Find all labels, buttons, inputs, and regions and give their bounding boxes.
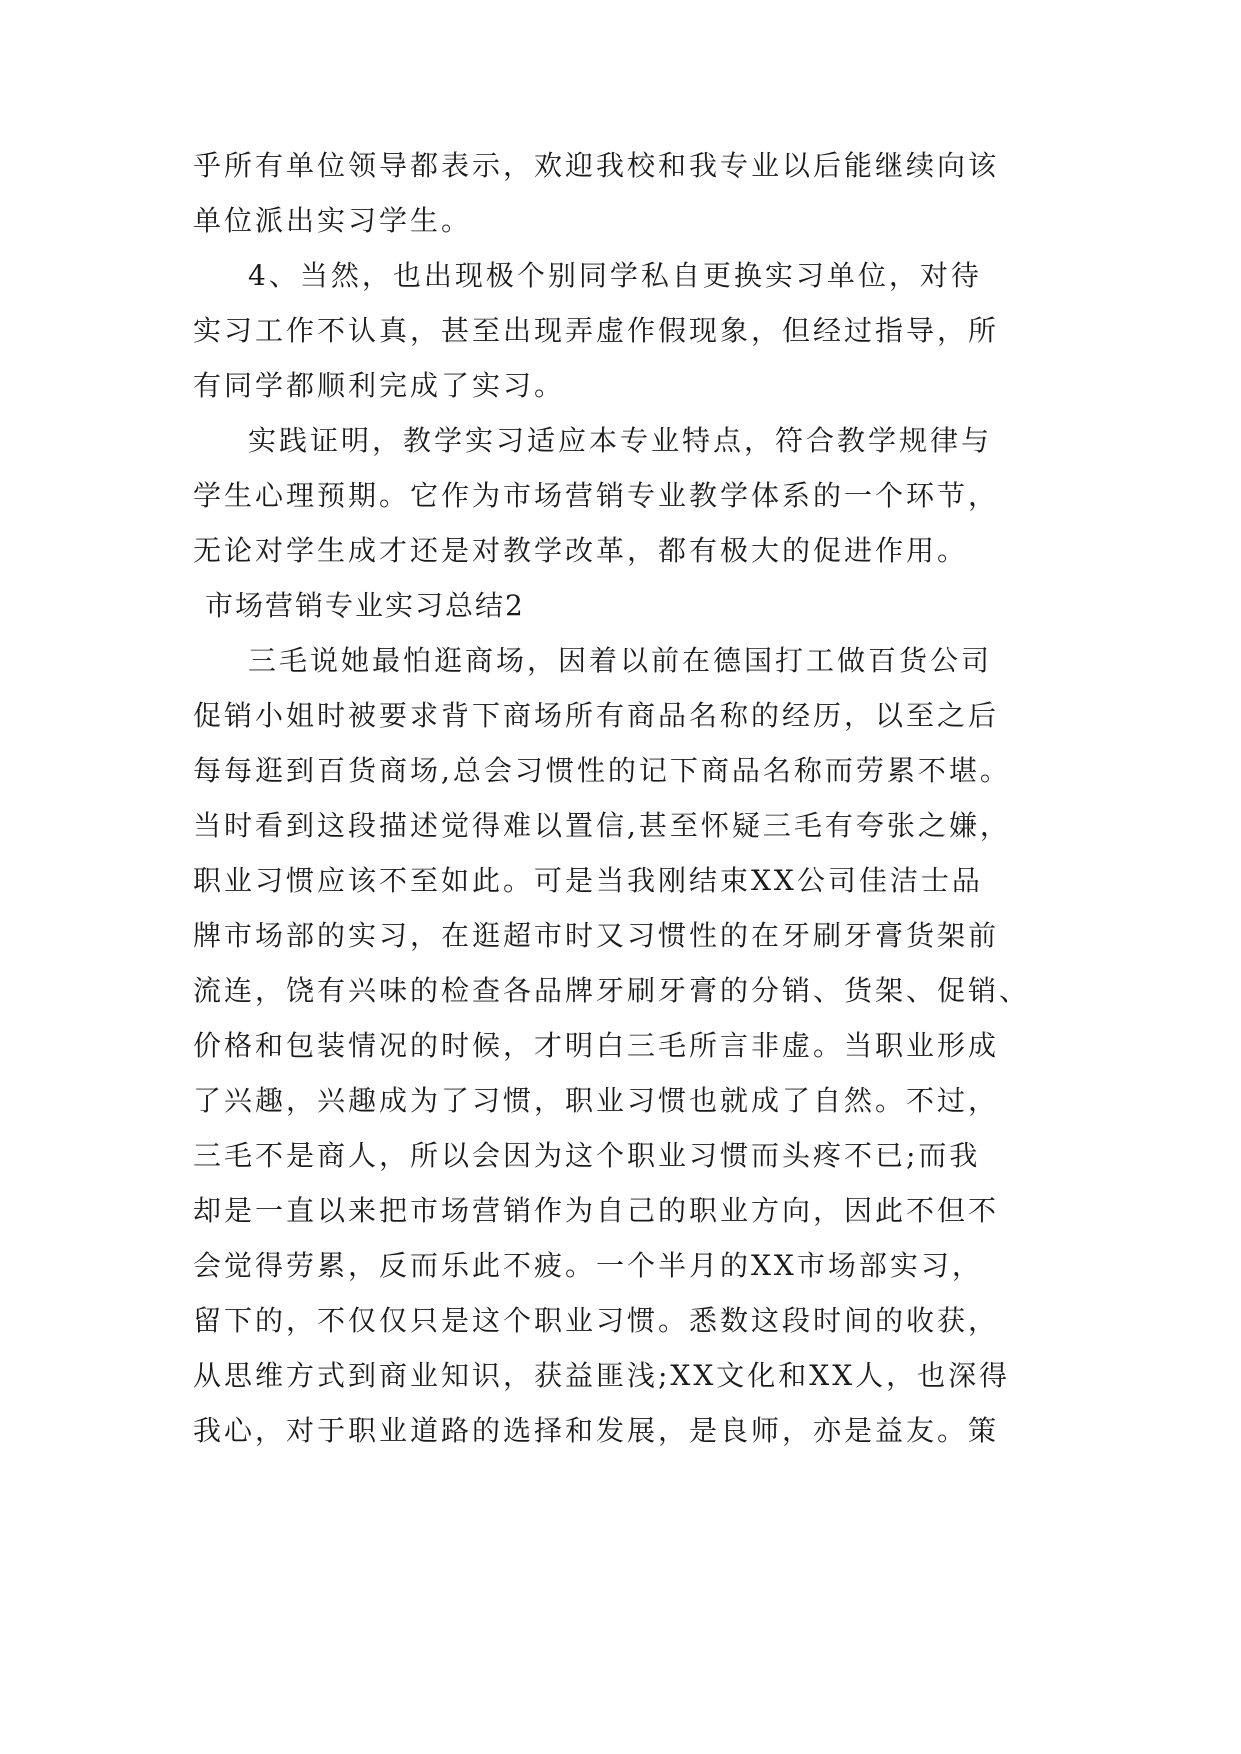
paragraph-line: 促销小姐时被要求背下商场所有商品名称的经历，以至之后 (193, 699, 1000, 732)
paragraph-line: 4、当然，也出现极个别同学私自更换实习单位，对待 (248, 259, 982, 292)
paragraph-line: 当时看到这段描述觉得难以置信,甚至怀疑三毛有夸张之嫌， (193, 809, 1011, 842)
paragraph-line: 从思维方式到商业知识，获益匪浅;XX文化和XX人，也深得 (193, 1359, 1011, 1392)
paragraph-line: 价格和包装情况的时候，才明白三毛所言非虚。当职业形成 (193, 1029, 1000, 1062)
paragraph-line: 三毛不是商人，所以会因为这个职业习惯而头疼不已;而我 (193, 1139, 981, 1172)
section-heading: 市场营销专业实习总结2 (205, 589, 525, 622)
paragraph-line: 每每逛到百货商场,总会习惯性的记下商品名称而劳累不堪。 (193, 754, 1011, 787)
paragraph-line: 牌市场部的实习，在逛超市时又习惯性的在牙刷牙膏货架前 (193, 919, 1000, 952)
paragraph-line: 学生心理预期。它作为市场营销专业教学体系的一个环节， (193, 479, 1000, 512)
paragraph-line: 实习工作不认真，甚至出现弄虚作假现象，但经过指导，所 (193, 314, 1000, 347)
paragraph-line: 单位派出实习学生。 (193, 204, 473, 237)
paragraph-line: 三毛说她最怕逛商场，因着以前在德国打工做百货公司 (248, 644, 993, 677)
paragraph-line: 却是一直以来把市场营销作为自己的职业方向，因此不但不 (193, 1194, 1000, 1227)
paragraph-line: 会觉得劳累，反而乐此不疲。一个半月的XX市场部实习， (193, 1249, 983, 1282)
paragraph-line: 乎所有单位领导都表示，欢迎我校和我专业以后能继续向该 (193, 149, 1000, 182)
paragraph-line: 我心，对于职业道路的选择和发展，是良师，亦是益友。策 (193, 1414, 1000, 1447)
paragraph-line: 留下的，不仅仅只是这个职业习惯。悉数这段时间的收获， (193, 1304, 1000, 1337)
paragraph-line: 无论对学生成才还是对教学改革，都有极大的促进作用。 (193, 534, 969, 567)
paragraph-line: 了兴趣，兴趣成为了习惯，职业习惯也就成了自然。不过， (193, 1084, 1000, 1117)
paragraph-line: 实践证明，教学实习适应本专业特点，符合教学规律与 (248, 424, 993, 457)
paragraph-line: 职业习惯应该不至如此。可是当我刚结束XX公司佳洁士品 (193, 864, 983, 897)
paragraph-line: 有同学都顺利完成了实习。 (193, 369, 566, 402)
paragraph-line: 流连，饶有兴味的检查各品牌牙刷牙膏的分销、货架、促销、 (193, 974, 1031, 1007)
